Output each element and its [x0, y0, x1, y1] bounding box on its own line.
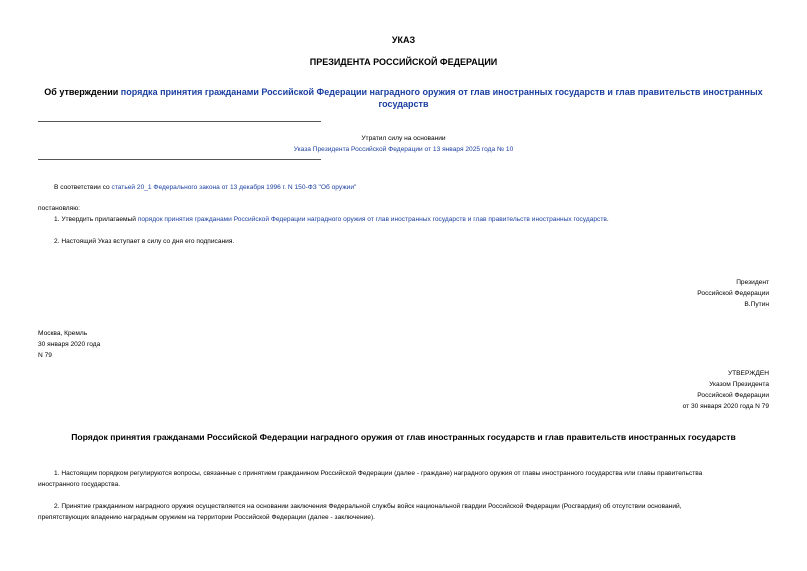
- place-date-block: [38, 328, 100, 361]
- preamble-law-link[interactable]: статьей 20_1 Федерального закона от 13 декабря 1996 г. N 150-ФЗ "Об оружии": [111, 184, 357, 191]
- procedure-paragraph-1: [38, 468, 769, 490]
- signing-place: Москва, Кремль: [38, 330, 88, 337]
- status-rule-top: [38, 121, 321, 122]
- signature-name: В.Путин: [744, 301, 769, 308]
- decree-type-heading: УКАЗ: [391, 35, 416, 45]
- signature-title: Президент: [736, 279, 769, 286]
- decree-item-1-prefix: 1. Утвердить прилагаемый: [54, 216, 138, 223]
- signature-country: Российской Федерации: [697, 290, 769, 297]
- document-title-prefix: Об утверждении: [44, 87, 121, 97]
- decree-number: N 79: [38, 352, 52, 359]
- approved-by: Указом Президента: [709, 381, 769, 388]
- procedure-link[interactable]: порядок принятия гражданами Российской Федерации наградного оружия от глав иностранных государств и глав правительств иностранных государств: [137, 216, 607, 223]
- preamble-prefix: В соответствии со: [54, 184, 112, 191]
- status-repeal-link[interactable]: Указа Президента Российской Федерации от 13 января 2025 года № 10: [293, 146, 514, 153]
- procedure-paragraph-2: [38, 501, 769, 523]
- decree-item-2: 2. Настоящий Указ вступает в силу со дня его подписания.: [54, 238, 235, 245]
- approved-block: [549, 368, 769, 412]
- approved-country: Российской Федерации: [697, 392, 769, 399]
- approved-date: от 30 января 2020 года N 79: [682, 403, 769, 410]
- issuer-heading: ПРЕЗИДЕНТА РОССИЙСКОЙ ФЕДЕРАЦИИ: [309, 57, 498, 67]
- signing-date: 30 января 2020 года: [38, 341, 101, 348]
- document-title-link[interactable]: порядка принятия гражданами Российской Федерации наградного оружия от глав иностранных государств и глав правительств иностранных: [120, 87, 763, 97]
- status-rule-bottom: [38, 159, 321, 160]
- procedure-p1-line1: 1. Настоящим порядком регулируются вопросы, связанные с принятием гражданином Российской Федерации (далее - граждане) наградного оружия от главы иностранного государства или главы правительства: [54, 470, 703, 477]
- document-title: [30, 86, 777, 110]
- decree-item-1: [54, 214, 609, 225]
- signature-block: [569, 277, 769, 310]
- document-title-link-continued[interactable]: государств: [378, 99, 429, 109]
- procedure-p1-line2: иностранного государства.: [38, 481, 121, 488]
- postanovlyu-text: постановляю:: [38, 205, 81, 212]
- procedure-p2-line2: препятствующих владению наградным оружием на территории Российской Федерации (далее - заключение).: [38, 514, 375, 521]
- preamble: [54, 182, 356, 193]
- procedure-p2-line1: 2. Принятие гражданином наградного оружия осуществляется на основании заключения Федеральной службы войск национальной гвардии Российской Федерации (Росгвардия) об отсутствии оснований,: [54, 503, 682, 510]
- approved-label: УТВЕРЖДЕН: [727, 370, 769, 377]
- status-label: Утратил силу на основании: [361, 135, 446, 142]
- decree-item-1-suffix: .: [606, 216, 609, 223]
- procedure-title: Порядок принятия гражданами Российской Федерации наградного оружия от глав иностранных государств и глав правительств иностранных государств: [71, 432, 736, 442]
